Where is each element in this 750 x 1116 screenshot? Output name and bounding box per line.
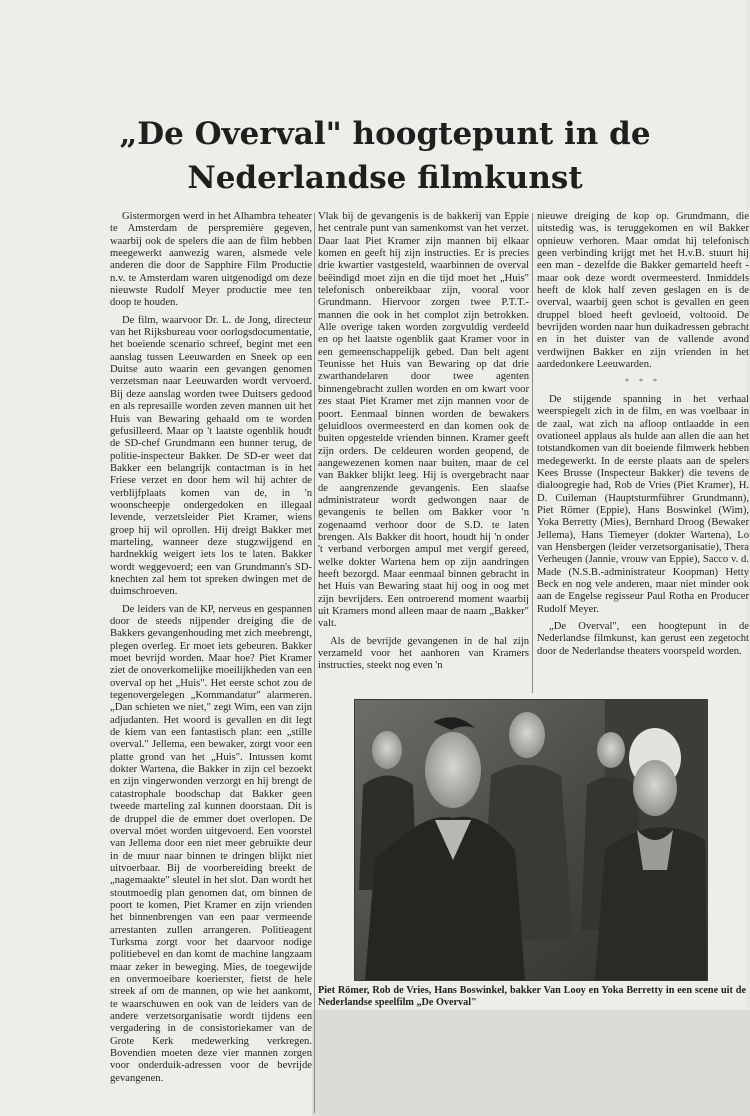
column-rule	[314, 213, 315, 1113]
headline-line-1: „De Overval" hoogtepunt in de	[119, 116, 651, 152]
article-column-3	[537, 211, 749, 691]
article-headline	[80, 112, 690, 200]
paragraph: Als de bevrijde gevangenen in de hal zijn verzameld voor het aanhoren van Kramers instructies, steekt nog even 'n	[318, 635, 529, 672]
paragraph: nieuwe dreiging de kop op. Grundmann, die uitstedig was, is teruggekomen en wil Bakker opnieuw verhoren. Maar omdat hij telefonisch geen verbinding krijgt met het H.v.B. stuurt hij een man - dezelfde die Bakker gemarteld heeft - maar ook deze wordt overmeesterd. Inmiddels heeft de klok half zeven geslagen en is de overval, waarbij geen schot is gevallen en geen druppel bloed heeft gevloeid, voltooid. De bevrijden worden naar hun duikadressen gebracht en in het duister van de vallende avond verdwijnen Bakker en zijn vrienden in het aardedonkere Leeuwarden.	[537, 211, 749, 371]
section-separator: * * *	[625, 377, 661, 387]
column-rule	[532, 213, 533, 693]
article-column-2	[318, 211, 529, 691]
paragraph: De stijgende spanning in het verhaal weerspiegelt zich in de film, en was voelbaar in de zaal, wat zich na afloop ontlaadde in een ovationeel applaus als hulde aan allen die aan het totstandkomen van dit boeiende filmwerk hebben medegewerkt. In de eerste plaats aan de spelers Kees Brusse (Inspecteur Bakker) die tevens de dialoogregie had, Rob de Vries (Piet Kramer), H. D. Cuileman (Hauptsturmführer Grundmann), Piet Römer (Eppie), Hans Boswinkel (Wim), Yoka Berretty (Mies), Bernhard Droog (Bewaker Jellema), Hans Tiemeyer (dokter Wartena), Lo van Hensbergen (leider verzetsorganisatie), Thera Verheugen (Jannie, vrouw van Eppie), Sacco v. d. Made (N.S.B.-administrateur Koopman) Hetty Beck en nog vele anderen, maar niet minder ook aan de Engelse regisseur Paul Rotha en Producer Rudolf Meyer.	[537, 393, 749, 615]
backing-paper	[312, 1010, 750, 1116]
photo-caption: Piet Römer, Rob de Vries, Hans Boswinkel, bakker Van Looy en Yoka Berretty in een scene uit de Nederlandse speelfilm „De Overval"	[318, 985, 746, 1009]
film-still-image	[355, 700, 707, 980]
paragraph: Vlak bij de gevangenis is de bakkerij van Eppie het centrale punt van samenkomst van het verzet. Daar laat Piet Kramer zijn mannen bij elkaar komen en geeft hij zijn instructies. Er is precies drie kwartier vastgesteld, waarbinnen de overval beëindigd moet zijn en die tijd moet het „Huis" telefonisch onbereikbaar zijn, vooral voor Grundmann. Hiervoor zorgen twee P.T.T.-mannen die ook in het complot zijn betrokken. Alle overige taken worden zorgvuldig verdeeld en op het laatste ogenblik gaat Kramer voor in een gemeenschappelijk gebed. Dan belt agent Teunisse het Huis van Bewaring op dat drie zwarthandelaren door twee agenten binnengebracht zullen worden en om kwart voor zes staat Piet Kramer met zijn mannen voor de poort. Eenmaal binnen worden de bewakers geluidloos overmeesterd en dan komen ook de buiten opgestelde vrienden binnen. Kramer geeft zijn orders. De celdeuren worden geopend, de aangewezenen komen naar buiten, maar de cel van Bakker blijkt leeg. Hij is overgebracht naar de aangrenzende gevangenis. Een slaafse administrateur wordt gedwongen naar de gevangenis te bellen om Bakker voor 'n zogenaamd verhoor door de S.D. te laten brengen. Als Bakker dit hoort, houdt hij 'n onder 't verband verborgen ampul met vergif gereed, welke dokter Wartena hem op zijn aandringen heeft bezorgd. Maar eenmaal binnen gebracht in het Huis van Bewaring staat hij oog in oog met zijn bevrijders. Een ontroerend moment waarbij uit Kramers mond alleen maar de naam „Bakker" valt.	[318, 211, 529, 630]
article-column-1	[110, 211, 312, 1111]
paragraph: De leiders van de KP, nerveus en gespannen door de steeds nijpender dreiging die de Bakkers gevangenhouding met zich meebrengt, plegen overleg. Er moet iets gebeuren. Bakker moet bevrijd worden. Maar hoe? Piet Kramer ziet de onoverkomelijke moeilijkheden van een overval op het „Huis". Het eerste schot zou de tegenovergelegen „Kommandatur" alarmeren. „Dan schieten we niet," zegt Wim, een van zijn adjudanten. Het woord is gevallen en dit legt de kiem van een fantastisch plan: een „stille overval." Jellema, een bewaker, zorgt voor een platte grond van het „Huis". Intussen komt dokter Wartena, die Bakker in zijn cel bezoekt en zijn vingerwonden verzorgt en hij brengt de catastrophale boodschap dat Bakker geen tweede marteling zal kunnen doorstaan. Dit is de druppel die de emmer doet overlopen. De overval móet worden uitgevoerd. Een voorstel van Jellema door een niet meer gebruikte deur in de muur naar binnen te dringen blijkt niet uitvoerbaar. Bij de voorbereiding breekt de „nagemaakte" sleutel in het slot. Dan wordt het stoutmoedig plan genomen dat, om binnen de poort te komen, Piet Kramer en zijn vrienden het binnenbrengen van een paar vermeende arrestanten zullen arrangeren. Politieagent Turksma zorgt voor het daarvoor nodige politiebevel en dan komt de machine langzaam maar zeker in beweging. Mies, de toegewijde en onvermoeibare koerierster, fietst de hele streek af om de mannen, op wie het aankomt, te waarschuwen en ook van de leiders van de andere verzetsorganisatie wordt tijdens een vergadering in de consistoriekamer van de Grote Kerk medewerking verkregen. Bovendien moeten deze vier mannen zorgen voor onderduik-adressen voor de bevrijde gevangenen.	[110, 603, 312, 1084]
paragraph: De film, waarvoor Dr. L. de Jong, directeur van het Rijksbureau voor oorlogsdocumentatie, het boeiende scenario schreef, begint met een aanslag tussen Leeuwarden en Sneek op een Duitse auto waarin een gevangen genomen verzetsman naar Leeuwarden wordt vervoerd. Bij deze aanslag worden twee Duitsers gedood en als represaille worden zeven mannen uit het Huis van Bewaring gehaald om te worden gefusilleerd. Maar op 't laatste ogenblik houdt de SD-chef Grundmann een hunner terug, de politie-inspecteur Bakker. De SD-er weet dat Bakker een belangrijk contactman is in het Friese verzet en door hem wil hij achter de verblijfplaats komen van de, in 'n woonscheepje ondergedoken en illegaal levende, verzetsleider Piet Kramer, wiens groep hij wil oprollen. Hij dreigt Bakker met marteling, wanneer deze stugzwijgend en hardnekkig weigert iets los te laten. Bakker wordt weggevoerd; een van Grundmann's SD-knechten zal hem tot spreken dwingen met de duimschroeven.	[110, 314, 312, 598]
film-still-photo	[354, 699, 708, 981]
headline-line-2: Nederlandse filmkunst	[187, 160, 583, 196]
paragraph: Gistermorgen werd in het Alhambra teheater te Amsterdam de perspremière gegeven, waarbij ook de spelers die aan de film hebben meegewerkt aanwezig waren, alsmede vele anderen die door de Sapphire Film Productie n.v. te Amsterdam waren uitgenodigd om deze nieuwste Rudolf Meyer productie mee ten doop te houden.	[110, 211, 312, 309]
paragraph: „De Overval", een hoogtepunt in de Nederlandse filmkunst, kan gerust een zegetocht door de Nederlandse theaters voorspeld worden.	[537, 621, 749, 657]
